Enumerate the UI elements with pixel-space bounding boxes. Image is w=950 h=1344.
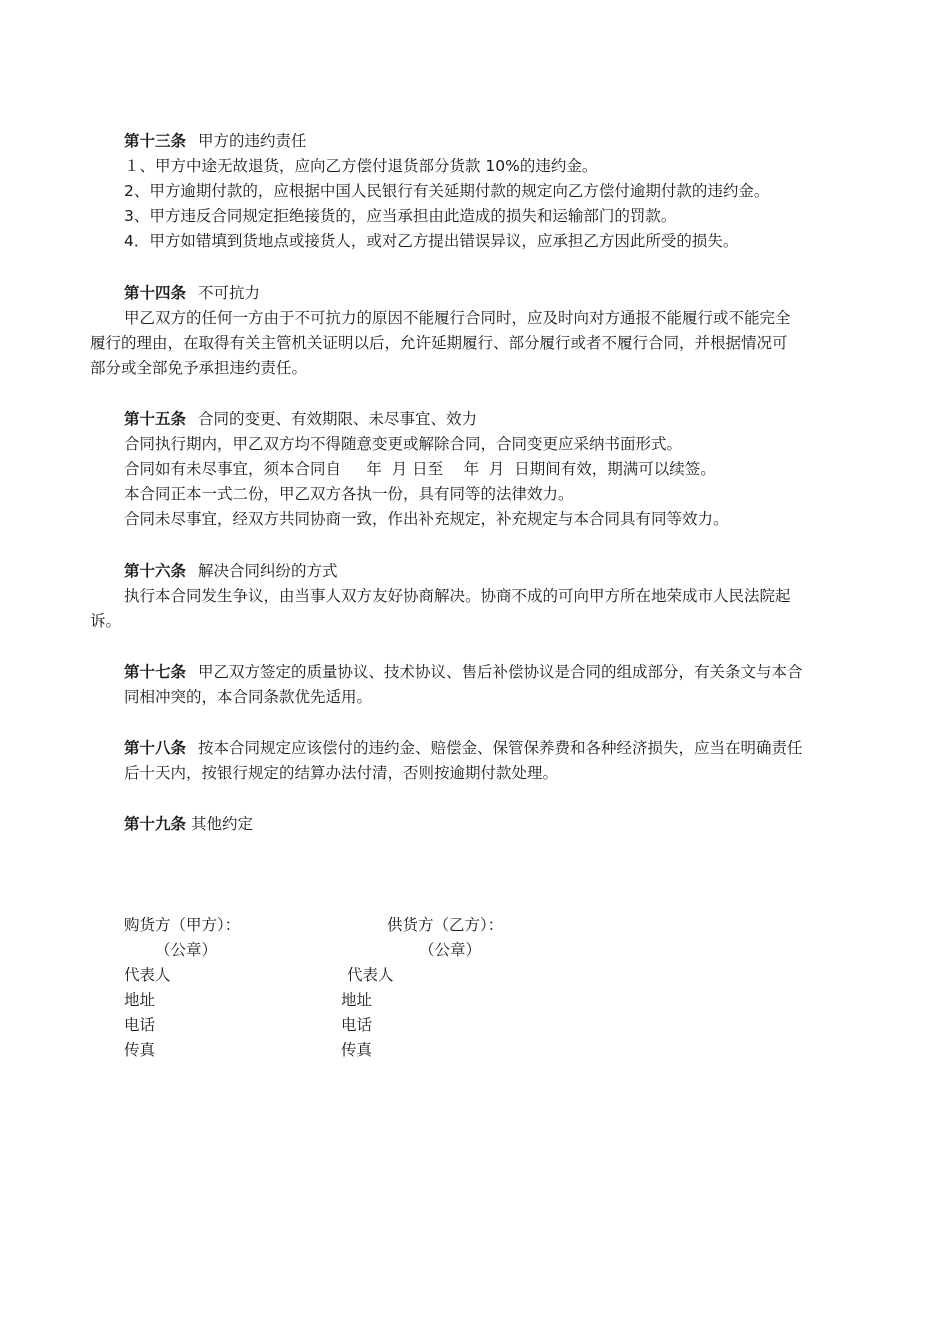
article-13-item-1: １、甲方中途无故退货，应向乙方偿付退货部分货款 10%的违约金。	[124, 157, 598, 175]
seller-fax-label: 传真	[341, 1041, 373, 1059]
article-16-title: 解决合同纠纷的方式	[198, 562, 338, 580]
article-13-item-2: 2、甲方逾期付款的，应根据中国人民银行有关延期付款的规定向乙方偿付逾期付款的违约金。	[124, 182, 770, 200]
article-13-item-4: 4．甲方如错填到货地点或接货人，或对乙方提出错误异议，应承担乙方因此所受的损失。	[124, 232, 739, 250]
article-16-number: 第十六条	[124, 562, 187, 580]
article-19-number: 第十九条	[124, 815, 187, 833]
article-18-text-1: 按本合同规定应该偿付的违约金、赔偿金、保管保养费和各种经济损失，应当在明确责任	[198, 739, 803, 757]
seller-address-label: 地址	[341, 991, 373, 1009]
article-14-heading-line	[124, 281, 260, 306]
article-14-line-1: 甲乙双方的任何一方由于不可抗力的原因不能履行合同时，应及时向对方通报不能履行或不能完全	[124, 309, 791, 327]
article-18-line-1	[124, 736, 803, 761]
article-17-number: 第十七条	[124, 663, 187, 681]
article-14-title: 不可抗力	[198, 284, 261, 302]
article-13-number: 第十三条	[124, 132, 187, 150]
article-15-line-1: 合同执行期内，甲乙双方均不得随意变更或解除合同，合同变更应采纳书面形式。	[124, 435, 683, 453]
article-18-line-2: 后十天内，按银行规定的结算办法付清，否则按逾期付款处理。	[124, 764, 559, 782]
article-14-line-2: 履行的理由，在取得有关主管机关证明以后，允许延期履行、部分履行或者不履行合同，并根据情况可	[90, 334, 788, 352]
article-13-heading-line	[124, 129, 307, 154]
article-15-number: 第十五条	[124, 410, 187, 428]
article-15-line-3: 本合同正本一式二份，甲乙双方各执一份，具有同等的法律效力。	[124, 485, 574, 503]
seller-phone-label: 电话	[341, 1016, 373, 1034]
article-16-line-1: 执行本合同发生争议，由当事人双方友好协商解决。协商不成的可向甲方所在地荣成市人民法院起	[124, 587, 791, 605]
buyer-fax-label: 传真	[124, 1041, 156, 1059]
article-19-title: 其他约定	[191, 815, 254, 833]
seller-label: 供货方（乙方）：	[387, 916, 504, 934]
article-15-heading-line	[124, 407, 477, 432]
article-15-line-4: 合同未尽事宜，经双方共同协商一致，作出补充规定，补充规定与本合同具有同等效力。	[124, 510, 729, 528]
article-13-item-3: 3、甲方违反合同规定拒绝接货的，应当承担由此造成的损失和运输部门的罚款。	[124, 207, 677, 225]
buyer-label: 购货方（甲方）：	[124, 916, 241, 934]
article-16-line-2: 诉。	[90, 612, 122, 630]
buyer-phone-label: 电话	[124, 1016, 156, 1034]
article-16-heading-line	[124, 559, 338, 584]
article-18-number: 第十八条	[124, 739, 187, 757]
buyer-address-label: 地址	[124, 991, 156, 1009]
buyer-representative-label: 代表人	[124, 966, 171, 984]
article-15-title: 合同的变更、有效期限、未尽事宜、效力	[198, 410, 478, 428]
article-17-text-1: 甲乙双方签定的质量协议、技术协议、售后补偿协议是合同的组成部分，有关条文与本合	[198, 663, 803, 681]
article-17-line-2: 同相冲突的，本合同条款优先适用。	[124, 688, 373, 706]
buyer-seal: （公章）	[155, 941, 218, 959]
article-17-line-1	[124, 660, 803, 685]
seller-seal: （公章）	[419, 941, 482, 959]
article-14-line-3: 部分或全部免予承担违约责任。	[90, 359, 308, 377]
article-15-line-2: 合同如有未尽事宜，须本合同自 年 月 日至 年 月 日期间有效，期满可以续签。	[124, 460, 716, 478]
article-19-heading-line	[124, 812, 253, 837]
article-14-number: 第十四条	[124, 284, 187, 302]
seller-representative-label: 代表人	[347, 966, 394, 984]
article-13-title: 甲方的违约责任	[198, 132, 307, 150]
